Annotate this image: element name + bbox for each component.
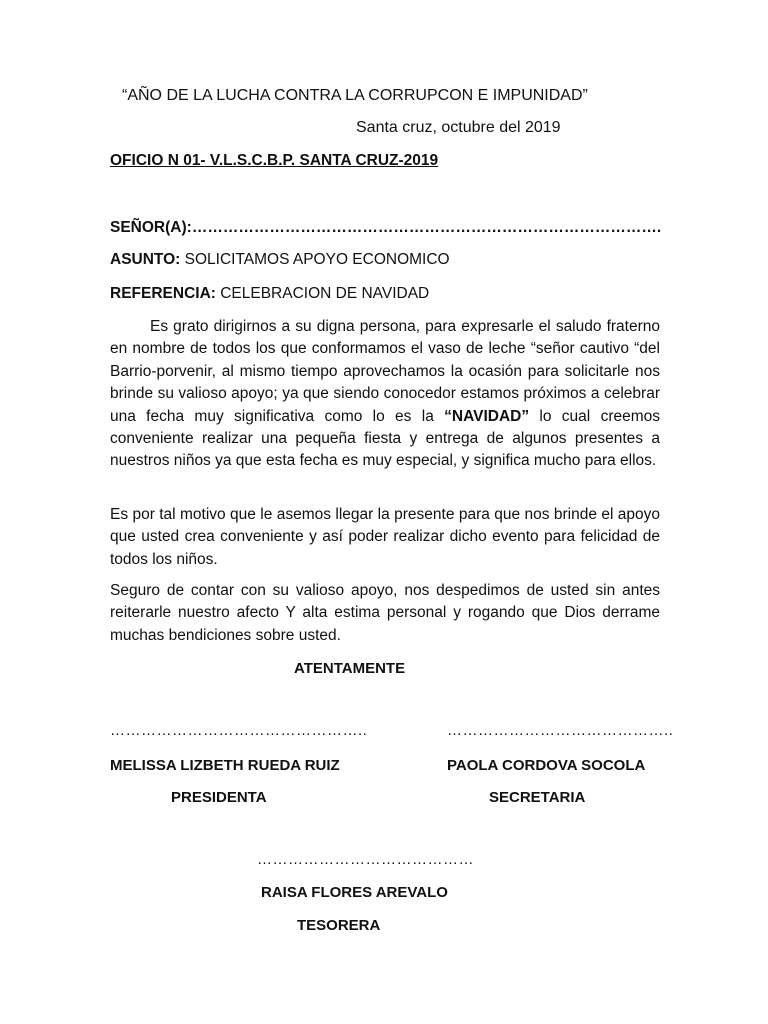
paragraph-1-text-b: lo cual creemos conveniente realizar una pequeña fiesta y entrega de algunos presentes a nuestros niños ya que esta fecha es muy especial, y significa mucho para ellos.	[110, 407, 660, 470]
recipient-dots: ……………………………………………………………………………….	[191, 219, 662, 236]
signer-role: PRESIDENTA	[171, 789, 267, 806]
subject-line	[110, 251, 450, 269]
reference-line	[110, 285, 429, 303]
paragraph-3: Seguro de contar con su valioso apoyo, nos despedimos de usted sin antes reiterarle nuestro afecto Y alta estima personal y rogando que Dios derrame muchas bendiciones sobre usted.	[110, 582, 660, 644]
signer-name: PAOLA CORDOVA SOCOLA	[447, 757, 646, 774]
paragraph-1	[110, 316, 660, 473]
signer-name: MELISSA LIZBETH RUEDA RUIZ	[110, 757, 340, 774]
signature-line: ……………………………………	[257, 851, 474, 868]
reference-value: CELEBRACION DE NAVIDAD	[215, 285, 430, 302]
motto-header: “AÑO DE LA LUCHA CONTRA LA CORRUPCON E IMPUNIDAD”	[122, 87, 588, 104]
signature-line: …………………………………………..	[110, 722, 368, 739]
paragraph-1-text-a: Es grato dirigirnos a su digna persona, para expresarle el saludo fraterno en nombre de todos los que conformamos el vaso de leche “señor cautivo “del Barrio-porvenir, al mismo tiempo aprovechamos la ocasión para solicitarle nos brinde su valioso apoyo; ya que siendo conocedor estamos próximos a celebrar una fecha muy significativa como lo es la	[110, 318, 660, 425]
closing-text: ATENTAMENTE	[294, 660, 406, 677]
recipient-line	[110, 219, 661, 237]
letter-date: Santa cruz, octubre del 2019	[356, 119, 561, 136]
paragraph-1-emphasis: “NAVIDAD”	[444, 407, 530, 425]
paragraph-2: Es por tal motivo que le asemos llegar la presente para que nos brinde el apoyo que usted crea conveniente y así poder realizar dicho evento para felicidad de todos los niños.	[110, 506, 660, 568]
signer-role: TESORERA	[297, 917, 381, 934]
signer-role: SECRETARIA	[489, 789, 586, 806]
recipient-label: SEÑOR(A):	[110, 219, 192, 236]
signature-line: ……………………………………..	[447, 722, 674, 739]
reference-label: REFERENCIA:	[110, 285, 216, 302]
subject-value: SOLICITAMOS APOYO ECONOMICO	[180, 251, 450, 268]
subject-label: ASUNTO:	[110, 251, 181, 268]
oficio-number: OFICIO N 01- V.L.S.C.B.P. SANTA CRUZ-2019	[110, 152, 439, 169]
signer-name: RAISA FLORES AREVALO	[261, 884, 448, 901]
